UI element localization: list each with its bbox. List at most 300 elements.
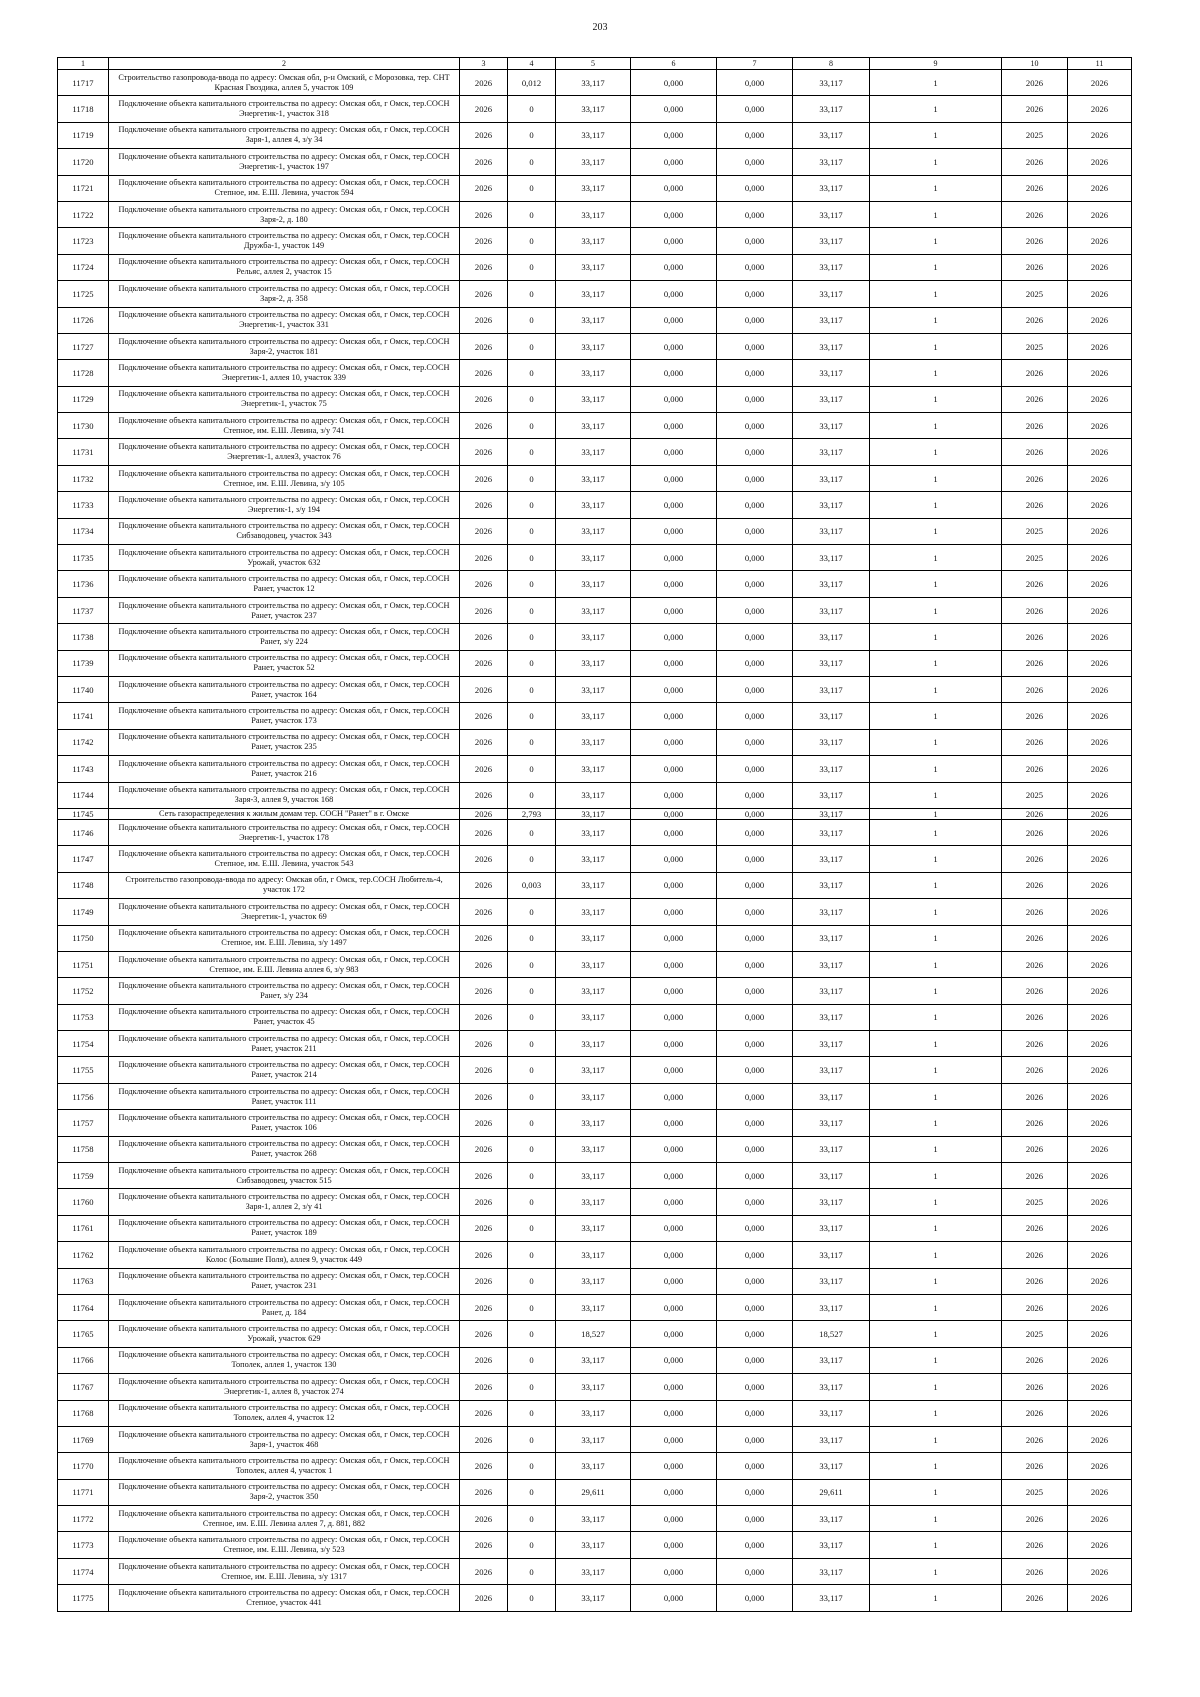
year-cell: 2026 [460,703,508,729]
description-cell: Подключение объекта капитального строительства по адресу: Омская обл, г Омск, тер.СОСН Заря-1, участок 468 [109,1426,460,1452]
sum-cell: 33,117 [793,439,870,465]
length-cell: 0 [508,1321,556,1347]
total-cell: 33,117 [556,360,631,386]
year-cell: 2026 [460,808,508,819]
table-row [58,676,1132,702]
count-cell: 1 [870,96,1002,122]
sum-cell: 33,117 [793,1558,870,1584]
count-cell: 1 [870,465,1002,491]
value-cell-6: 0,000 [631,254,717,280]
year-cell: 2026 [460,756,508,782]
count-cell: 1 [870,545,1002,571]
description-cell: Подключение объекта капитального строительства по адресу: Омская обл, г Омск, тер.СОСН Ранет, участок 268 [109,1136,460,1162]
total-cell: 33,117 [556,1189,631,1215]
value-cell-7: 0,000 [717,1532,793,1558]
description-cell: Подключение объекта капитального строительства по адресу: Омская обл, г Омск, тер.СОСН Ранет, участок 189 [109,1215,460,1241]
data-table [57,57,1132,1612]
sum-cell: 33,117 [793,925,870,951]
end-year-cell: 2026 [1068,1426,1132,1452]
value-cell-6: 0,000 [631,175,717,201]
value-cell-7: 0,000 [717,808,793,819]
value-cell-6: 0,000 [631,676,717,702]
sum-cell: 33,117 [793,228,870,254]
row-number-cell: 11772 [58,1506,109,1532]
total-cell: 33,117 [556,1453,631,1479]
count-cell: 1 [870,925,1002,951]
row-number-cell: 11741 [58,703,109,729]
year-cell: 2026 [460,1136,508,1162]
end-year-cell: 2026 [1068,1242,1132,1268]
length-cell: 0 [508,1031,556,1057]
sum-cell: 33,117 [793,492,870,518]
total-cell: 33,117 [556,201,631,227]
length-cell: 0 [508,1585,556,1611]
value-cell-7: 0,000 [717,703,793,729]
value-cell-6: 0,000 [631,1374,717,1400]
sum-cell: 33,117 [793,1400,870,1426]
count-cell: 1 [870,175,1002,201]
row-number-cell: 11719 [58,122,109,148]
sum-cell: 33,117 [793,96,870,122]
table-row [58,1347,1132,1373]
description-cell: Подключение объекта капитального строительства по адресу: Омская обл, г Омск, тер.СОСН Энергетик-1, участок 197 [109,149,460,175]
total-cell: 33,117 [556,1110,631,1136]
value-cell-7: 0,000 [717,228,793,254]
description-cell: Подключение объекта капитального строительства по адресу: Омская обл, г Омск, тер.СОСН Степное, им. Е.Ш. Левина, з/у 523 [109,1532,460,1558]
total-cell: 33,117 [556,703,631,729]
description-cell: Подключение объекта капитального строительства по адресу: Омская обл, г Омск, тер.СОСН Ранет, з/у 224 [109,624,460,650]
value-cell-6: 0,000 [631,808,717,819]
sum-cell: 33,117 [793,1189,870,1215]
total-cell: 33,117 [556,1163,631,1189]
value-cell-6: 0,000 [631,1585,717,1611]
column-header-3: 3 [460,58,508,70]
value-cell-6: 0,000 [631,872,717,898]
value-cell-7: 0,000 [717,96,793,122]
row-number-cell: 11744 [58,782,109,808]
length-cell: 0 [508,951,556,977]
value-cell-7: 0,000 [717,756,793,782]
sum-cell: 33,117 [793,1585,870,1611]
description-cell: Подключение объекта капитального строительства по адресу: Омская обл, г Омск, тер.СОСН Энергетик-1, участок 69 [109,899,460,925]
value-cell-7: 0,000 [717,676,793,702]
description-cell: Подключение объекта капитального строительства по адресу: Омская обл, г Омск, тер.СОСН Ранет, участок 235 [109,729,460,755]
year-cell: 2026 [460,1004,508,1030]
start-year-cell: 2026 [1002,228,1068,254]
length-cell: 0 [508,978,556,1004]
description-cell: Подключение объекта капитального строительства по адресу: Омская обл, г Омск, тер.СОСН Урожай, участок 632 [109,545,460,571]
end-year-cell: 2026 [1068,819,1132,845]
count-cell: 1 [870,1532,1002,1558]
total-cell: 33,117 [556,518,631,544]
table-row [58,1242,1132,1268]
total-cell: 33,117 [556,254,631,280]
length-cell: 0 [508,1136,556,1162]
end-year-cell: 2026 [1068,703,1132,729]
value-cell-6: 0,000 [631,465,717,491]
start-year-cell: 2025 [1002,782,1068,808]
year-cell: 2026 [460,819,508,845]
value-cell-6: 0,000 [631,782,717,808]
count-cell: 1 [870,1083,1002,1109]
start-year-cell: 2025 [1002,1189,1068,1215]
table-row [58,333,1132,359]
end-year-cell: 2026 [1068,1215,1132,1241]
value-cell-7: 0,000 [717,1426,793,1452]
count-cell: 1 [870,201,1002,227]
length-cell: 0 [508,650,556,676]
end-year-cell: 2026 [1068,175,1132,201]
value-cell-7: 0,000 [717,413,793,439]
row-number-cell: 11766 [58,1347,109,1373]
value-cell-6: 0,000 [631,1163,717,1189]
start-year-cell: 2026 [1002,872,1068,898]
end-year-cell: 2026 [1068,1189,1132,1215]
value-cell-7: 0,000 [717,307,793,333]
start-year-cell: 2026 [1002,1110,1068,1136]
sum-cell: 33,117 [793,729,870,755]
count-cell: 1 [870,1374,1002,1400]
value-cell-7: 0,000 [717,492,793,518]
description-cell: Подключение объекта капитального строительства по адресу: Омская обл, г Омск, тер.СОСН Степное, им. Е.Ш. Левина, з/у 741 [109,413,460,439]
table-row [58,149,1132,175]
total-cell: 33,117 [556,1031,631,1057]
sum-cell: 33,117 [793,624,870,650]
value-cell-7: 0,000 [717,254,793,280]
end-year-cell: 2026 [1068,676,1132,702]
description-cell: Подключение объекта капитального строительства по адресу: Омская обл, г Омск, тер.СОСН Сибзаводовец, участок 515 [109,1163,460,1189]
length-cell: 0 [508,1532,556,1558]
total-cell: 33,117 [556,1004,631,1030]
row-number-cell: 11775 [58,1585,109,1611]
end-year-cell: 2026 [1068,122,1132,148]
sum-cell: 33,117 [793,1083,870,1109]
count-cell: 1 [870,386,1002,412]
column-header-11: 11 [1068,58,1132,70]
count-cell: 1 [870,1004,1002,1030]
count-cell: 1 [870,1347,1002,1373]
end-year-cell: 2026 [1068,70,1132,96]
column-header-7: 7 [717,58,793,70]
sum-cell: 33,117 [793,650,870,676]
table-row [58,650,1132,676]
sum-cell: 33,117 [793,1136,870,1162]
length-cell: 0 [508,624,556,650]
start-year-cell: 2026 [1002,1083,1068,1109]
sum-cell: 33,117 [793,1426,870,1452]
value-cell-6: 0,000 [631,951,717,977]
year-cell: 2026 [460,872,508,898]
start-year-cell: 2026 [1002,624,1068,650]
table-row [58,1532,1132,1558]
description-cell: Подключение объекта капитального строительства по адресу: Омская обл, г Омск, тер.СОСН Колос (Большие Поля), аллея 9, участок 449 [109,1242,460,1268]
description-cell: Подключение объекта капитального строительства по адресу: Омская обл, г Омск, тер.СОСН Энергетик-1, участок 331 [109,307,460,333]
end-year-cell: 2026 [1068,978,1132,1004]
value-cell-6: 0,000 [631,1242,717,1268]
year-cell: 2026 [460,492,508,518]
count-cell: 1 [870,703,1002,729]
start-year-cell: 2025 [1002,333,1068,359]
start-year-cell: 2025 [1002,1479,1068,1505]
start-year-cell: 2026 [1002,70,1068,96]
value-cell-6: 0,000 [631,1057,717,1083]
sum-cell: 33,117 [793,545,870,571]
end-year-cell: 2026 [1068,1110,1132,1136]
start-year-cell: 2026 [1002,254,1068,280]
year-cell: 2026 [460,1532,508,1558]
sum-cell: 33,117 [793,1294,870,1320]
sum-cell: 33,117 [793,899,870,925]
length-cell: 0 [508,439,556,465]
count-cell: 1 [870,1268,1002,1294]
length-cell: 0 [508,1189,556,1215]
description-cell: Подключение объекта капитального строительства по адресу: Омская обл, г Омск, тер.СОСН Ранет, участок 164 [109,676,460,702]
total-cell: 33,117 [556,925,631,951]
description-cell: Подключение объекта капитального строительства по адресу: Омская обл, г Омск, тер.СОСН Ранет, участок 214 [109,1057,460,1083]
row-number-cell: 11759 [58,1163,109,1189]
value-cell-6: 0,000 [631,281,717,307]
start-year-cell: 2026 [1002,1532,1068,1558]
value-cell-7: 0,000 [717,1004,793,1030]
year-cell: 2026 [460,465,508,491]
start-year-cell: 2026 [1002,597,1068,623]
count-cell: 1 [870,978,1002,1004]
start-year-cell: 2026 [1002,819,1068,845]
row-number-cell: 11727 [58,333,109,359]
value-cell-6: 0,000 [631,819,717,845]
year-cell: 2026 [460,149,508,175]
count-cell: 1 [870,1242,1002,1268]
value-cell-7: 0,000 [717,1479,793,1505]
row-number-cell: 11725 [58,281,109,307]
start-year-cell: 2026 [1002,307,1068,333]
sum-cell: 33,117 [793,808,870,819]
end-year-cell: 2026 [1068,1453,1132,1479]
value-cell-6: 0,000 [631,846,717,872]
description-cell: Сеть газораспределения к жилым домам тер. СОСН "Ранет" в г. Омске [109,808,460,819]
sum-cell: 33,117 [793,122,870,148]
length-cell: 0 [508,846,556,872]
table-header [58,58,1132,70]
description-cell: Подключение объекта капитального строительства по адресу: Омская обл, г Омск, тер.СОСН Рельяс, аллея 2, участок 15 [109,254,460,280]
year-cell: 2026 [460,386,508,412]
sum-cell: 33,117 [793,756,870,782]
length-cell: 0 [508,1268,556,1294]
description-cell: Подключение объекта капитального строительства по адресу: Омская обл, г Омск, тер.СОСН Ранет, участок 12 [109,571,460,597]
end-year-cell: 2026 [1068,149,1132,175]
description-cell: Подключение объекта капитального строительства по адресу: Омская обл, г Омск, тер.СОСН Сибзаводовец, участок 343 [109,518,460,544]
length-cell: 0 [508,899,556,925]
row-number-cell: 11734 [58,518,109,544]
value-cell-7: 0,000 [717,1189,793,1215]
end-year-cell: 2026 [1068,1163,1132,1189]
total-cell: 33,117 [556,571,631,597]
start-year-cell: 2026 [1002,650,1068,676]
table-row [58,1294,1132,1320]
table-row [58,228,1132,254]
end-year-cell: 2026 [1068,925,1132,951]
end-year-cell: 2026 [1068,307,1132,333]
length-cell: 0 [508,1215,556,1241]
table-row [58,1321,1132,1347]
total-cell: 33,117 [556,1294,631,1320]
value-cell-6: 0,000 [631,333,717,359]
table-row [58,925,1132,951]
length-cell: 0 [508,281,556,307]
table-row [58,1374,1132,1400]
end-year-cell: 2026 [1068,518,1132,544]
total-cell: 33,117 [556,1400,631,1426]
start-year-cell: 2026 [1002,1136,1068,1162]
description-cell: Подключение объекта капитального строительства по адресу: Омская обл, г Омск, тер.СОСН Энергетик-1, з/у 194 [109,492,460,518]
end-year-cell: 2026 [1068,1506,1132,1532]
table-row [58,1057,1132,1083]
row-number-cell: 11726 [58,307,109,333]
table-row [58,1031,1132,1057]
table-row [58,386,1132,412]
count-cell: 1 [870,1294,1002,1320]
table-row [58,518,1132,544]
sum-cell: 33,117 [793,307,870,333]
total-cell: 33,117 [556,149,631,175]
value-cell-6: 0,000 [631,1347,717,1373]
description-cell: Подключение объекта капитального строительства по адресу: Омская обл, г Омск, тер.СОСН Заря-1, аллея 4, з/у 34 [109,122,460,148]
value-cell-6: 0,000 [631,1215,717,1241]
value-cell-7: 0,000 [717,729,793,755]
description-cell: Подключение объекта капитального строительства по адресу: Омская обл, г Омск, тер.СОСН Энергетик-1, аллея 8, участок 274 [109,1374,460,1400]
total-cell: 33,117 [556,782,631,808]
sum-cell: 33,117 [793,333,870,359]
value-cell-7: 0,000 [717,1110,793,1136]
table-row [58,175,1132,201]
value-cell-7: 0,000 [717,597,793,623]
description-cell: Подключение объекта капитального строительства по адресу: Омская обл, г Омск, тер.СОСН Энергетик-1, участок 75 [109,386,460,412]
total-cell: 33,117 [556,228,631,254]
year-cell: 2026 [460,925,508,951]
total-cell: 33,117 [556,808,631,819]
value-cell-7: 0,000 [717,1057,793,1083]
value-cell-6: 0,000 [631,70,717,96]
count-cell: 1 [870,439,1002,465]
start-year-cell: 2026 [1002,925,1068,951]
length-cell: 0 [508,1083,556,1109]
count-cell: 1 [870,846,1002,872]
table-row [58,872,1132,898]
row-number-cell: 11739 [58,650,109,676]
row-number-cell: 11769 [58,1426,109,1452]
length-cell: 0 [508,149,556,175]
year-cell: 2026 [460,1558,508,1584]
start-year-cell: 2026 [1002,899,1068,925]
year-cell: 2026 [460,545,508,571]
value-cell-7: 0,000 [717,545,793,571]
end-year-cell: 2026 [1068,571,1132,597]
value-cell-6: 0,000 [631,1268,717,1294]
row-number-cell: 11742 [58,729,109,755]
length-cell: 0,012 [508,70,556,96]
row-number-cell: 11753 [58,1004,109,1030]
end-year-cell: 2026 [1068,1374,1132,1400]
row-number-cell: 11758 [58,1136,109,1162]
end-year-cell: 2026 [1068,386,1132,412]
value-cell-6: 0,000 [631,650,717,676]
end-year-cell: 2026 [1068,545,1132,571]
value-cell-6: 0,000 [631,518,717,544]
row-number-cell: 11733 [58,492,109,518]
row-number-cell: 11770 [58,1453,109,1479]
start-year-cell: 2026 [1002,1426,1068,1452]
start-year-cell: 2026 [1002,1057,1068,1083]
start-year-cell: 2026 [1002,1585,1068,1611]
length-cell: 0 [508,782,556,808]
end-year-cell: 2026 [1068,872,1132,898]
year-cell: 2026 [460,1294,508,1320]
sum-cell: 33,117 [793,413,870,439]
count-cell: 1 [870,333,1002,359]
table-row [58,1268,1132,1294]
row-number-cell: 11762 [58,1242,109,1268]
start-year-cell: 2025 [1002,122,1068,148]
length-cell: 0 [508,571,556,597]
description-cell: Подключение объекта капитального строительства по адресу: Омская обл, г Омск, тер.СОСН Ранет, участок 52 [109,650,460,676]
count-cell: 1 [870,413,1002,439]
row-number-cell: 11738 [58,624,109,650]
value-cell-7: 0,000 [717,281,793,307]
length-cell: 0 [508,597,556,623]
total-cell: 33,117 [556,96,631,122]
end-year-cell: 2026 [1068,1268,1132,1294]
end-year-cell: 2026 [1068,1321,1132,1347]
value-cell-7: 0,000 [717,1242,793,1268]
length-cell: 0 [508,703,556,729]
end-year-cell: 2026 [1068,1558,1132,1584]
year-cell: 2026 [460,1426,508,1452]
sum-cell: 33,117 [793,1004,870,1030]
description-cell: Подключение объекта капитального строительства по адресу: Омская обл, г Омск, тер.СОСН Тополек, аллея 1, участок 130 [109,1347,460,1373]
table-row [58,70,1132,96]
value-cell-7: 0,000 [717,1136,793,1162]
total-cell: 33,117 [556,1136,631,1162]
count-cell: 1 [870,122,1002,148]
year-cell: 2026 [460,978,508,1004]
value-cell-7: 0,000 [717,1083,793,1109]
table-row [58,1506,1132,1532]
year-cell: 2026 [460,122,508,148]
sum-cell: 33,117 [793,254,870,280]
sum-cell: 33,117 [793,1347,870,1373]
length-cell: 0 [508,96,556,122]
description-cell: Подключение объекта капитального строительства по адресу: Омская обл, г Омск, тер.СОСН Степное, им. Е.Ш. Левина аллея 6, з/у 983 [109,951,460,977]
value-cell-6: 0,000 [631,201,717,227]
year-cell: 2026 [460,96,508,122]
table-row [58,729,1132,755]
sum-cell: 18,527 [793,1321,870,1347]
total-cell: 33,117 [556,545,631,571]
row-number-cell: 11721 [58,175,109,201]
value-cell-7: 0,000 [717,465,793,491]
length-cell: 0 [508,492,556,518]
table-row [58,597,1132,623]
row-number-cell: 11761 [58,1215,109,1241]
value-cell-6: 0,000 [631,1400,717,1426]
table-row [58,201,1132,227]
value-cell-6: 0,000 [631,1453,717,1479]
end-year-cell: 2026 [1068,281,1132,307]
length-cell: 0 [508,1558,556,1584]
year-cell: 2026 [460,1057,508,1083]
total-cell: 33,117 [556,70,631,96]
table-body [58,70,1132,1612]
